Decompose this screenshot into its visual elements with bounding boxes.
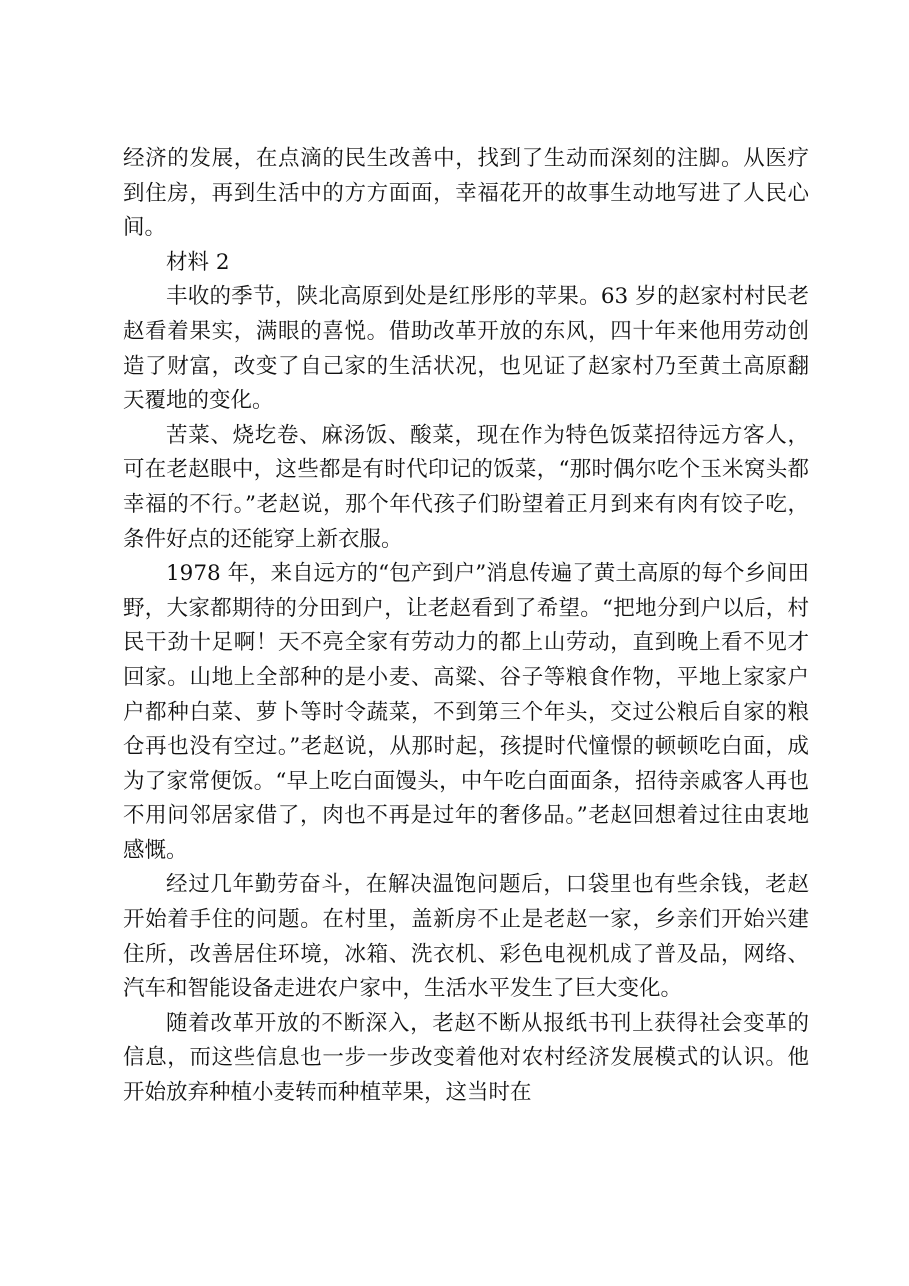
paragraph: 1978 年，来自远方的“包产到户”消息传遍了黄土高原的每个乡间田野，大家都期待的分田到户，让老赵看到了希望。“把地分到户以后，村民干劲十足啊！天不亮全家有劳动力的都上山劳动，直到晚上看不见才回家。山地上全部种的是小麦、高粱、谷子等粮食作物，平地上家家户户都种白菜、萝卜等时令蔬菜，不到第三个年头，交过公粮后自家的粮仓再也没有空过。”老赵说，从那时起，孩提时代憧憬的顿顿吃白面，成为了家常便饭。“早上吃白面馒头，中午吃白面面条，招待亲戚客人再也不用问邻居家借了，肉也不再是过年的奢侈品。”老赵回想着过往由衷地感慨。 [123,561,809,863]
paragraph: 苦菜、烧圪卷、麻汤饭、酸菜，现在作为特色饭菜招待远方客人，可在老赵眼中，这些都是有时代印记的饭菜，“那时偶尔吃个玉米窝头都幸福的不行。”老赵说，那个年代孩子们盼望着正月到来有肉有饺子吃，条件好点的还能穿上新衣服。 [123,422,809,552]
paragraph-continuation: 经济的发展，在点滴的民生改善中，找到了生动而深刻的注脚。从医疗到住房，再到生活中的方方面面，幸福花开的故事生动地写进了人民心间。 [123,146,809,241]
section-heading-material-2: 材料 2 [166,249,230,275]
paragraph: 丰收的季节，陕北高原到处是红彤彤的苹果。63 岁的赵家村村民老赵看着果实，满眼的喜悦。借助改革开放的东风，四十年来他用劳动创造了财富，改变了自己家的生活状况，也见证了赵家村乃至黄土高原翻天覆地的变化。 [123,284,809,414]
paragraph: 随着改革开放的不断深入，老赵不断从报纸书刊上获得社会变革的信息，而这些信息也一步一步改变着他对农村经济发展模式的认识。他开始放弃种植小麦转而种植苹果，这当时在 [123,1010,809,1106]
document-body [123,142,809,1111]
paragraph: 经过几年勤劳奋斗，在解决温饱问题后，口袋里也有些余钱，老赵开始着手住的问题。在村里，盖新房不止是老赵一家，乡亲们开始兴建住所，改善居住环境，冰箱、洗衣机、彩色电视机成了普及品，网络、汽车和智能设备走进农户家中，生活水平发生了巨大变化。 [123,872,809,1002]
